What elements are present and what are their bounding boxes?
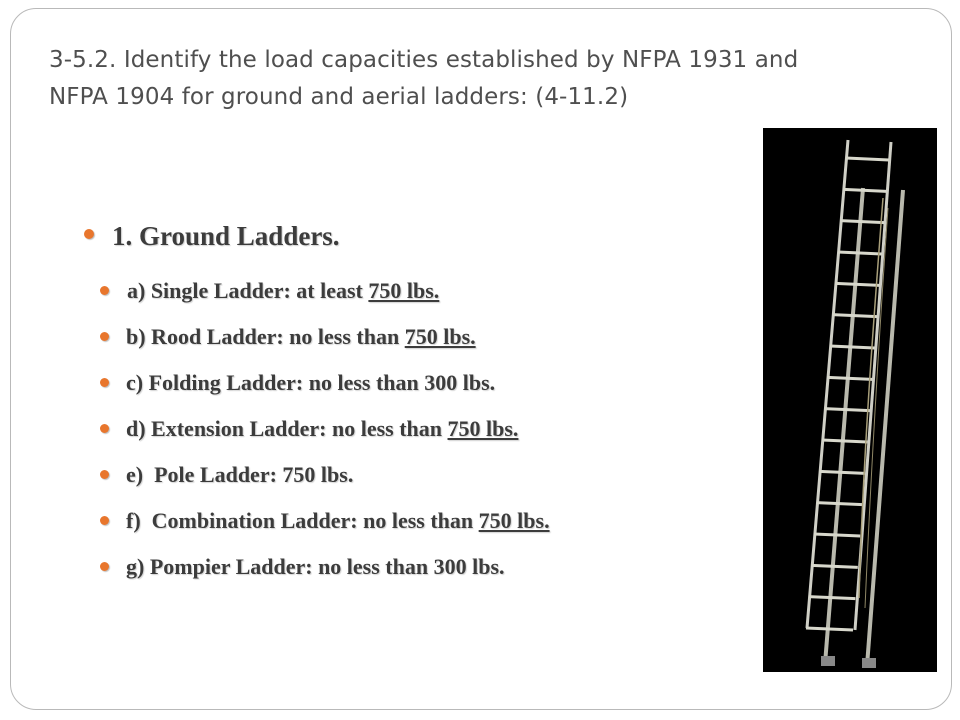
item-label: b) Rood Ladder: no less than <box>126 324 405 349</box>
item-value: 750 lbs. <box>368 278 440 303</box>
ladder-rung <box>822 440 867 442</box>
slide-title: 3-5.2. Identify the load capacities established by NFPA 1931 and NFPA 1904 for ground and aerial ladders: (4-11.2) <box>49 47 799 110</box>
item-value: 300 lbs. <box>433 554 505 579</box>
bullet-dot-icon <box>100 470 109 479</box>
bullet-dot-icon <box>100 562 109 571</box>
item-label: f) Combination Ladder: no less than <box>126 508 479 533</box>
item-label: g) Pompier Ladder: no less than <box>126 554 434 579</box>
ladder-rung <box>841 221 885 223</box>
bullet-dot-icon <box>84 229 94 239</box>
ladder-rung <box>811 565 857 567</box>
ladder-illustration <box>763 128 937 672</box>
item-value: 750 lbs. <box>478 508 550 533</box>
item-label: d) Extension Ladder: no less than <box>126 416 448 441</box>
item-value: 300 lbs. <box>424 370 496 395</box>
item-value: 750 lbs. <box>282 462 354 487</box>
ladder-rung <box>835 283 879 285</box>
bullet-dot-icon <box>100 516 109 525</box>
extension-ladder-photo <box>763 128 937 672</box>
bullet-dot-icon <box>100 424 109 433</box>
ladder-rung <box>814 534 860 536</box>
ladder-rung <box>838 252 882 254</box>
ladder-rung <box>830 346 875 348</box>
ladder-rung <box>843 189 886 191</box>
bullet-dot-icon <box>100 286 109 295</box>
ladder-rung <box>825 409 870 411</box>
ladder-rung <box>819 471 865 473</box>
ladder-rung <box>846 158 889 160</box>
ladder-rung <box>809 597 856 599</box>
section-heading: 1. Ground Ladders. <box>112 221 340 251</box>
item-value: 750 lbs. <box>404 324 476 349</box>
ladder-rung <box>833 315 877 317</box>
ladder-rung <box>827 377 872 379</box>
bullet-dot-icon <box>100 332 109 341</box>
item-label: e) Pole Ladder: <box>126 462 283 487</box>
ladder-rung <box>817 503 863 505</box>
item-label: a) Single Ladder: at least <box>127 278 369 303</box>
bullet-dot-icon <box>100 378 109 387</box>
item-label: c) Folding Ladder: no less than <box>126 370 425 395</box>
item-value: 750 lbs. <box>447 416 519 441</box>
ladder-rung <box>806 628 853 630</box>
